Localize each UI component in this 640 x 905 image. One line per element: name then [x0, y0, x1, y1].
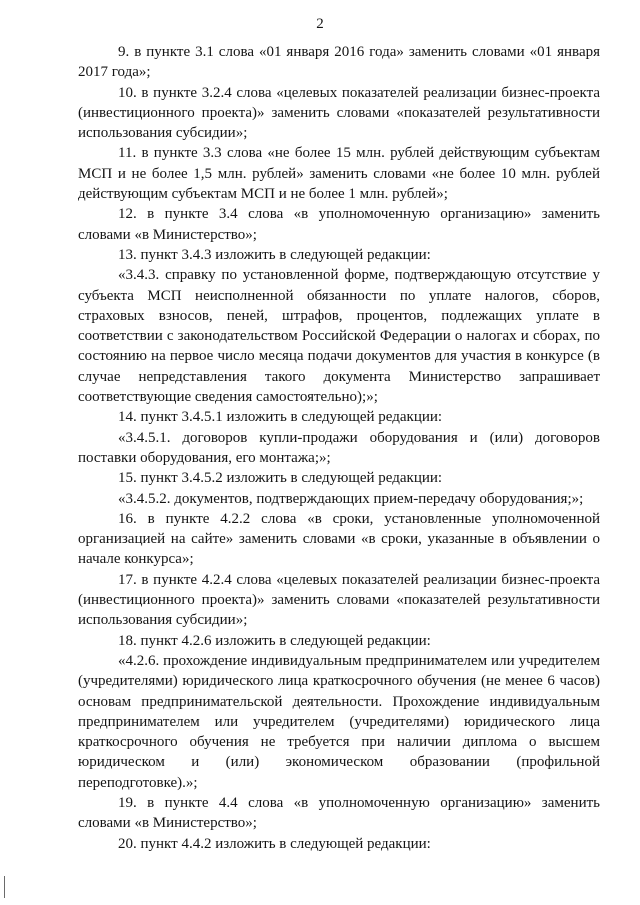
paragraph-item-18: 18. пункт 4.2.6 изложить в следующей редакции: — [118, 632, 431, 649]
paragraph-item-13: 13. пункт 3.4.3 изложить в следующей редакции: — [118, 246, 431, 263]
scan-edge-mark — [4, 876, 5, 898]
paragraph-clause-3-4-3: «3.4.3. справку по установленной форме, подтверждающую отсутствие у субъекта МСП неисполненной обязанности по уплате налогов, сборов, страховых взносов, пеней, штрафов, процентов, подлежащих уплате в соответствии с законодательством Российской Федерации о налогах и сборах, по состоянию на первое число месяца подачи документов для участия в конкурсе (в случае непредставления такого документа Министерство запрашивает соответствующие сведения самостоятельно);»; — [78, 267, 600, 406]
paragraph-item-16: 16. в пункте 4.2.2 слова «в сроки, установленные уполномоченной организацией на сайте» заменить словами «в сроки, указанные в объявлении о начале конкурса»; — [78, 510, 600, 568]
paragraph-item-11: 11. в пункте 3.3 слова «не более 15 млн. рублей действующим субъектам МСП и не более 1,5 млн. рублей» заменить словами «не более 10 млн. рублей действующим субъектам МСП и не более 1 млн. рублей»; — [78, 145, 600, 203]
paragraph-clause-3-4-5-1: «3.4.5.1. договоров купли-продажи оборудования и (или) договоров поставки оборудования, его монтажа;»; — [78, 429, 600, 466]
paragraph-item-14: 14. пункт 3.4.5.1 изложить в следующей редакции: — [118, 409, 443, 426]
paragraph-clause-3-4-5-2: «3.4.5.2. документов, подтверждающих прием-передачу оборудования;»; — [118, 490, 584, 507]
paragraph-item-10: 10. в пункте 3.2.4 слова «целевых показателей реализации бизнес-проекта (инвестиционного проекта)» заменить словами «показателей результативности использования субсидии»; — [78, 84, 600, 142]
paragraph-item-17: 17. в пункте 4.2.4 слова «целевых показателей реализации бизнес-проекта (инвестиционного проекта)» заменить словами «показателей результативности использования субсидии»; — [78, 571, 600, 629]
paragraph-item-20: 20. пункт 4.4.2 изложить в следующей редакции: — [118, 835, 431, 852]
paragraph-clause-4-2-6: «4.2.6. прохождение индивидуальным предпринимателем или учредителем (учредителями) юридического лица краткосрочного обучения (не менее 6 часов) основам предпринимательской деятельности. Прохождение индивидуальным предпринимателем или учредителем (учредителями) юридического лица краткосрочного обучения не требуется при наличии диплома о высшем юридическом и (или) экономическом образовании (профильной переподготовке).»; — [78, 652, 600, 791]
page-number: 2 — [316, 16, 324, 32]
paragraph-item-12: 12. в пункте 3.4 слова «в уполномоченную организацию» заменить словами «в Министерство»; — [78, 206, 600, 243]
document-body — [78, 42, 600, 854]
paragraph-item-15: 15. пункт 3.4.5.2 изложить в следующей редакции: — [118, 470, 443, 487]
paragraph-item-19: 19. в пункте 4.4 слова «в уполномоченную организацию» заменить словами «в Министерство»; — [78, 794, 600, 832]
paragraph-item-9: 9. в пункте 3.1 слова «01 января 2016 года» заменить словами «01 января 2017 года»; — [78, 44, 600, 81]
